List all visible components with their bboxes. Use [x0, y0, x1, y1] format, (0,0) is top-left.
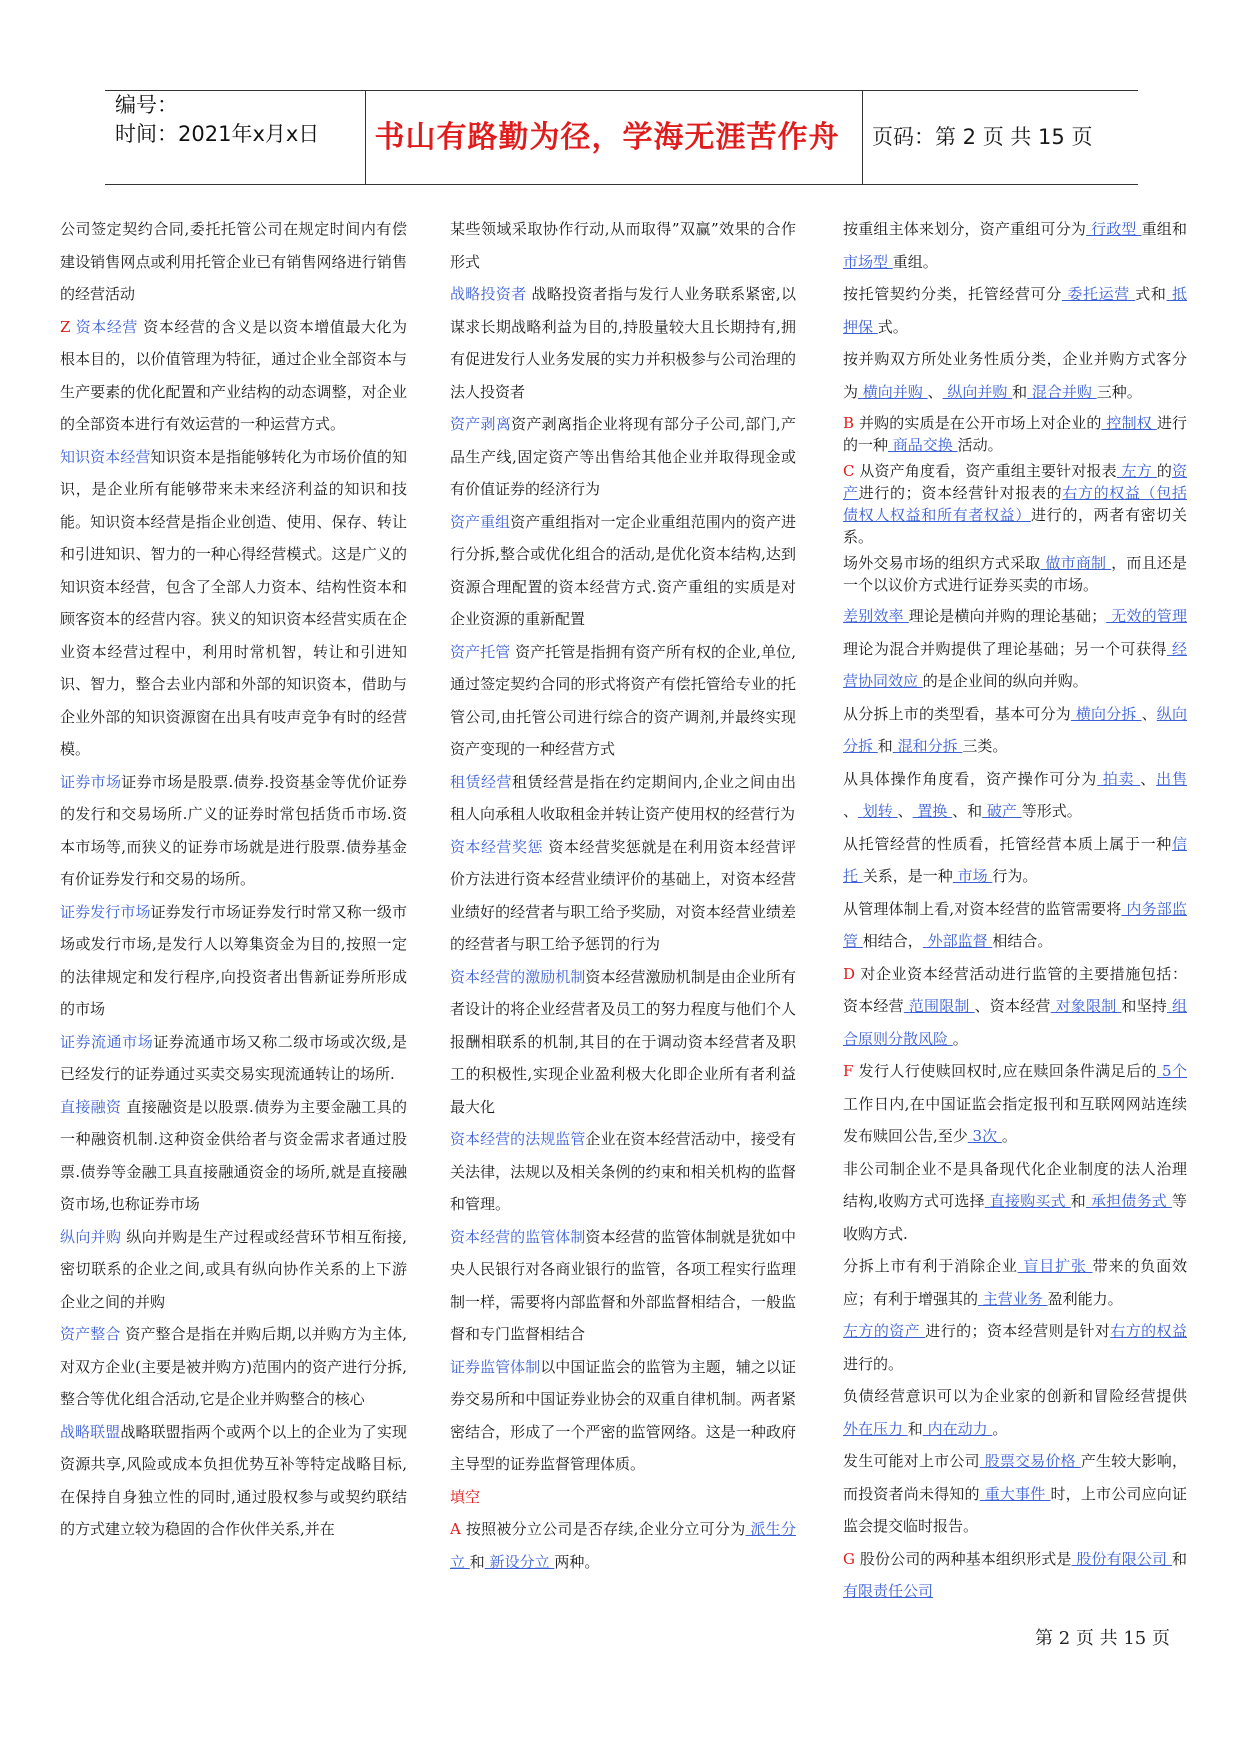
paragraph: 按托管契约分类，托管经营可分 委托运营 式和 抵押保 式。	[843, 285, 1187, 336]
paragraph: 场外交易市场的组织方式采取 做市商制 ，而且还是一个以议价方式进行证券买卖的市场。	[843, 554, 1187, 594]
paragraph: 资本经营的监管体制资本经营的监管体制就是犹如中央人民银行对各商业银行的监管，各项工程实行监理制一样，需要将内部监督和外部监督相结合，一般监督和专门监督相结合	[450, 1227, 796, 1343]
fill-in-heading: 填空	[450, 1487, 481, 1506]
column-3	[843, 213, 1187, 1608]
term: 资产整合	[60, 1325, 121, 1343]
term: 证券市场	[60, 772, 122, 791]
paragraph: A 按照被分立公司是否存续,企业分立可分为 派生分立 和 新设分立 两种。	[450, 1520, 796, 1571]
time-label: 时间：2021年x月x日	[115, 122, 320, 146]
paragraph: F 发行人行使赎回权时,应在赎回条件满足后的 5个 工作日内,在中国证监会指定报刊和互联网网站连续发布赎回公告,至少 3次 。	[843, 1062, 1188, 1145]
term: 资产重组	[450, 512, 511, 531]
term: 纵向并购	[60, 1227, 122, 1246]
term: 直接融资	[60, 1097, 122, 1116]
page-header	[105, 90, 1138, 185]
paragraph: 纵向并购 纵向并购是生产过程或经营环节相互衔接,密切联系的企业之间,或具有纵向协作关系的上下游企业之间的并购	[60, 1227, 407, 1311]
paragraph: 从管理体制上看,对资本经营的监管需要将 内务部监管 相结合， 外部监督 相结合。	[843, 899, 1187, 950]
term: 知识资本经营	[60, 447, 151, 466]
term: 资本经营的法规监管	[450, 1130, 586, 1148]
paragraph: B 并购的实质是在公开市场上对企业的 控制权 进行的一种 商品交换 活动。	[843, 414, 1187, 454]
paragraph: 战略投资者 战略投资者指与发行人业务联系紧密,以谋求长期战略利益为目的,持股量较大且长期持有,拥有促进发行人业务发展的实力并积极参与公司治理的法人投资者	[450, 285, 796, 401]
header-motto-cell	[367, 91, 847, 184]
paragraph: 证券监管体制以中国证监会的监管为主题，辅之以证券交易所和中国证券业协会的双重自律机制。两者紧密结合，形成了一个严密的监管网络。这是一种政府主导型的证券监督管理体质。	[450, 1357, 796, 1473]
paragraph: 战略联盟战略联盟指两个或两个以上的企业为了实现资源共享,风险或成本负担优势互补等特定战略目标,在保持自身独立性的同时,通过股权参与或契约联结的方式建立较为稳固的合作伙伴关系,并在	[60, 1422, 407, 1538]
term: 资本经营	[75, 317, 138, 336]
term: 资产托管	[450, 642, 511, 661]
paragraph: 资本经营奖惩 资本经营奖惩就是在利用资本经营评价方法进行资本经营业绩评价的基础上，对资本经营业绩好的经营者与职工给予奖励，对资本经营业绩差的经营者与职工给予惩罚的行为	[450, 837, 796, 953]
paragraph: 资产剥离资产剥离指企业将现有部分子公司,部门,产品生产线,固定资产等出售给其他企业并取得现金或有价值证券的经济行为	[450, 415, 796, 498]
term: 证券流通市场	[60, 1032, 154, 1051]
paragraph: 证券市场证券市场是股票.债券.投资基金等优价证券的发行和交易场所.广义的证券时常包括货币市场.资本市场等,而狭义的证券市场就是进行股票.债券基金有价证券发行和交易的场所。	[60, 772, 407, 888]
paragraph: 资产重组资产重组指对一定企业重组范围内的资产进行分拆,整合或优化组合的活动,是优化资本结构,达到资源合理配置的资本经营方式.资产重组的实质是对企业资源的重新配置	[450, 512, 796, 628]
paragraph: 租赁经营租赁经营是指在约定期间内,企业之间由出租人向承租人收取租金并转让资产使用权的经营行为	[450, 772, 796, 823]
paragraph: 从具体操作角度看，资产操作可分为 拍卖 、出售 、 划转 、 置换 、和 破产 等形式。	[843, 769, 1187, 820]
term: 证券发行市场	[60, 902, 151, 921]
paragraph: G 股份公司的两种基本组织形式是 股份有限公司 和 有限责任公司	[843, 1549, 1187, 1600]
term: 战略联盟	[60, 1422, 121, 1441]
term: 证券监管体制	[450, 1357, 541, 1376]
term: 租赁经营	[450, 772, 513, 791]
paragraph: C 从资产角度看，资产重组主要针对报表 左方 的资产进行的；资本经营针对报表的右方的权益（包括债权人权益和所有者权益）进行的，两者有密切关系。	[843, 462, 1187, 546]
term: 资本经营奖惩	[450, 837, 544, 856]
header-meta	[115, 91, 365, 184]
paragraph: 资产整合 资产整合是指在并购后期,以并购方为主体,对双方企业(主要是被并购方)范围内的资产进行分拆,整合等优化组合活动,它是企业并购整合的核心	[60, 1325, 407, 1408]
paragraph: 证券流通市场证券流通市场又称二级市场或次级,是已经发行的证券通过买卖交易实现流通转让的场所.	[60, 1032, 407, 1083]
term: 资本经营的激励机制	[450, 967, 586, 986]
paragraph: 差别效率 理论是横向并购的理论基础； 无效的管理 理论为混合并购提供了理论基础；另一个可获得 经营协同效应 的是企业间的纵向并购。	[843, 607, 1187, 690]
header-motto: 书山有路勤为径，学海无涯苦作舟	[374, 120, 840, 155]
paragraph: 分拆上市有利于消除企业 盲目扩张 带来的负面效应；有利于增强其的 主营业务 盈利能力。	[843, 1257, 1187, 1308]
paragraph: 按重组主体来划分，资产重组可分为 行政型 重组和 市场型 重组。	[843, 220, 1187, 271]
paragraph: 直接融资 直接融资是以股票.债券为主要金融工具的一种融资机制.这种资金供给者与资金需求者通过股票.债券等金融工具直接融通资金的场所,就是直接融资市场,也称证券市场	[60, 1097, 407, 1213]
paragraph: 资本经营的法规监管企业在资本经营活动中，接受有关法律，法规以及相关条例的约束和相关机构的监督和管理。	[450, 1130, 796, 1213]
paragraph: 公司签定契约合同,委托托管公司在规定时间内有偿建设销售网点或利用托管企业已有销售网络进行销售的经营活动	[60, 220, 407, 303]
page-footer: 第 2 页 共 15 页	[1035, 1628, 1170, 1649]
paragraph: 按并购双方所处业务性质分类，企业并购方式客分为 横向并购 、 纵向并购 和 混合并购 三种。	[843, 350, 1187, 401]
term: 资产剥离	[450, 415, 512, 433]
page-label: 页码：第 2 页 共 15 页	[872, 125, 1093, 149]
paragraph: 非公司制企业不是具备现代化企业制度的法人治理结构,收购方式可选择 直接购买式 和 承担债务式 等收购方式.	[843, 1159, 1187, 1243]
paragraph: 发生可能对上市公司 股票交易价格 产生较大影响，而投资者尚未得知的 重大事件 时，上市公司应向证监会提交临时报告。	[843, 1452, 1187, 1535]
header-divider	[365, 91, 366, 184]
paragraph: D 对企业资本经营活动进行监管的主要措施包括：资本经营 范围限制 、资本经营 对象限制 和坚持 组合原则分散风险 。	[843, 964, 1187, 1048]
term: 资本经营的监管体制	[450, 1227, 586, 1246]
column-1	[60, 213, 407, 1546]
paragraph: 证券发行市场证券发行市场证券发行时常又称一级市场或发行市场,是发行人以筹集资金为目的,按照一定的法律规定和发行程序,向投资者出售新证券所形成的市场	[60, 902, 407, 1018]
paragraph: 负债经营意识可以为企业家的创新和冒险经营提供 外在压力 和 内在动力 。	[843, 1387, 1187, 1438]
paragraph: 从分拆上市的类型看，基本可分为 横向分拆 、纵向分拆 和 混和分拆 三类。	[843, 704, 1187, 755]
column-2	[450, 213, 796, 1578]
term: 战略投资者	[450, 285, 527, 303]
paragraph: 知识资本经营知识资本是指能够转化为市场价值的知识，是企业所有能够带来未来经济利益的知识和技能。知识资本经营是指企业创造、使用、保存、转让和引进知识、智力的一种心得经营模式。这是广义的知识资本经营，包含了全部人力资本、结构性资本和顾客资本的经营内容。狭义的知识资本经营实质在企业资本经营过程中，利用时常机智，转让和引进知识、智力，整合去业内部和外部的知识资本，借助与企业外部的知识资源窗在出具有吱声竞争有时的经营模。	[60, 447, 407, 758]
number-label: 编号：	[115, 93, 178, 117]
paragraph: Z 资本经营 资本经营的含义是以资本增值最大化为根本目的，以价值管理为特征，通过企业全部资本与生产要素的优化配置和产业结构的动态调整，对企业的全部资本进行有效运营的一种运营方式。	[60, 317, 407, 433]
paragraph: 资产托管 资产托管是指拥有资产所有权的企业,单位,通过签定契约合同的形式将资产有偿托管给专业的托管公司,由托管公司进行综合的资产调剂,并最终实现资产变现的一种经营方式	[450, 642, 796, 758]
paragraph: 某些领域采取协作行动,从而取得”双赢”效果的合作形式	[450, 220, 796, 271]
paragraph: 左方的资产 进行的；资本经营则是针对右方的权益 进行的。	[843, 1322, 1187, 1373]
paragraph: 资本经营的激励机制资本经营激励机制是由企业所有者设计的将企业经营者及员工的努力程度与他们个人报酬相联系的机制,其目的在于调动资本经营者及职工的积极性,实现企业盈利极大化即企业所有者利益最大化	[450, 967, 796, 1116]
paragraph: 从托管经营的性质看，托管经营本质上属于一种信托 关系，是一种 市场 行为。	[843, 834, 1187, 885]
